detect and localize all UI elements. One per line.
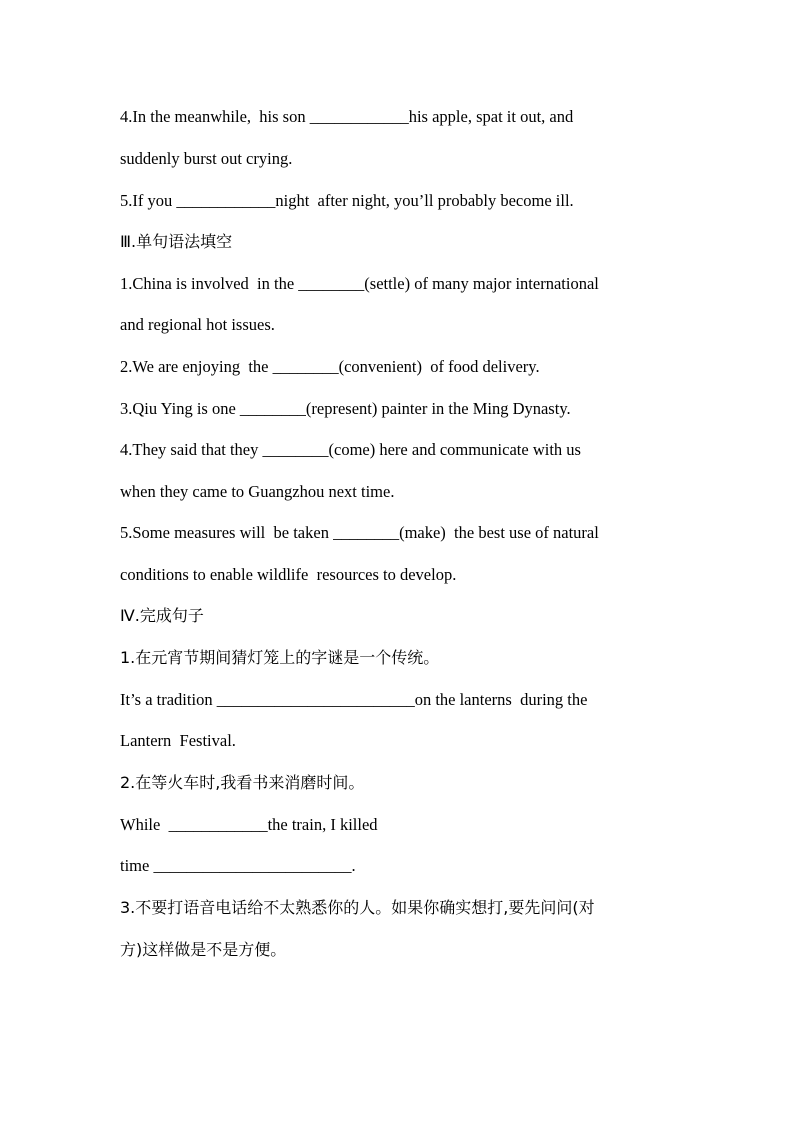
exercise-iv-item-2-english-line-2: time ________________________. [120,856,356,875]
exercise-iv-item-2-english-line-1: While ____________the train, I killed [120,815,378,834]
exercise-ii-item-4-line-2: suddenly burst out crying. [120,149,293,168]
section-iii-heading: Ⅲ.单句语法填空 [120,232,233,251]
exercise-iii-item-2: 2.We are enjoying the ________(convenient) of food delivery. [120,357,540,376]
exercise-iii-item-5-line-1: 5.Some measures will be taken ________(make) the best use of natural [120,523,599,542]
exercise-ii-item-4-line-1: 4.In the meanwhile, his son ____________his apple, spat it out, and [120,107,574,126]
exercise-iii-item-5-line-2: conditions to enable wildlife resources to develop. [120,565,457,584]
exercise-iv-item-1-english-line-2: Lantern Festival. [120,731,236,750]
section-iv-heading: Ⅳ.完成句子 [120,606,204,625]
exercise-iii-item-1-line-1: 1.China is involved in the ________(settle) of many major international [120,274,599,293]
exercise-iii-item-4-line-1: 4.They said that they ________(come) here and communicate with us [120,440,581,459]
exercise-iv-item-3-chinese-line-2: 方)这样做是不是方便。 [120,940,287,959]
exercise-iii-item-3: 3.Qiu Ying is one ________(represent) painter in the Ming Dynasty. [120,399,571,418]
exercise-iii-item-4-line-2: when they came to Guangzhou next time. [120,482,395,501]
exercise-iv-item-2-chinese: 2.在等火车时,我看书来消磨时间。 [120,773,365,792]
exercise-iii-item-1-line-2: and regional hot issues. [120,315,275,334]
exercise-iv-item-1-chinese: 1.在元宵节期间猜灯笼上的字谜是一个传统。 [120,648,440,667]
exercise-ii-item-5: 5.If you ____________night after night, you’ll probably become ill. [120,191,574,210]
exercise-iv-item-3-chinese-line-1: 3.不要打语音电话给不太熟悉你的人。如果你确实想打,要先问问(对 [120,898,595,917]
exercise-iv-item-1-english-line-1: It’s a tradition ________________________on the lanterns during the [120,690,588,709]
